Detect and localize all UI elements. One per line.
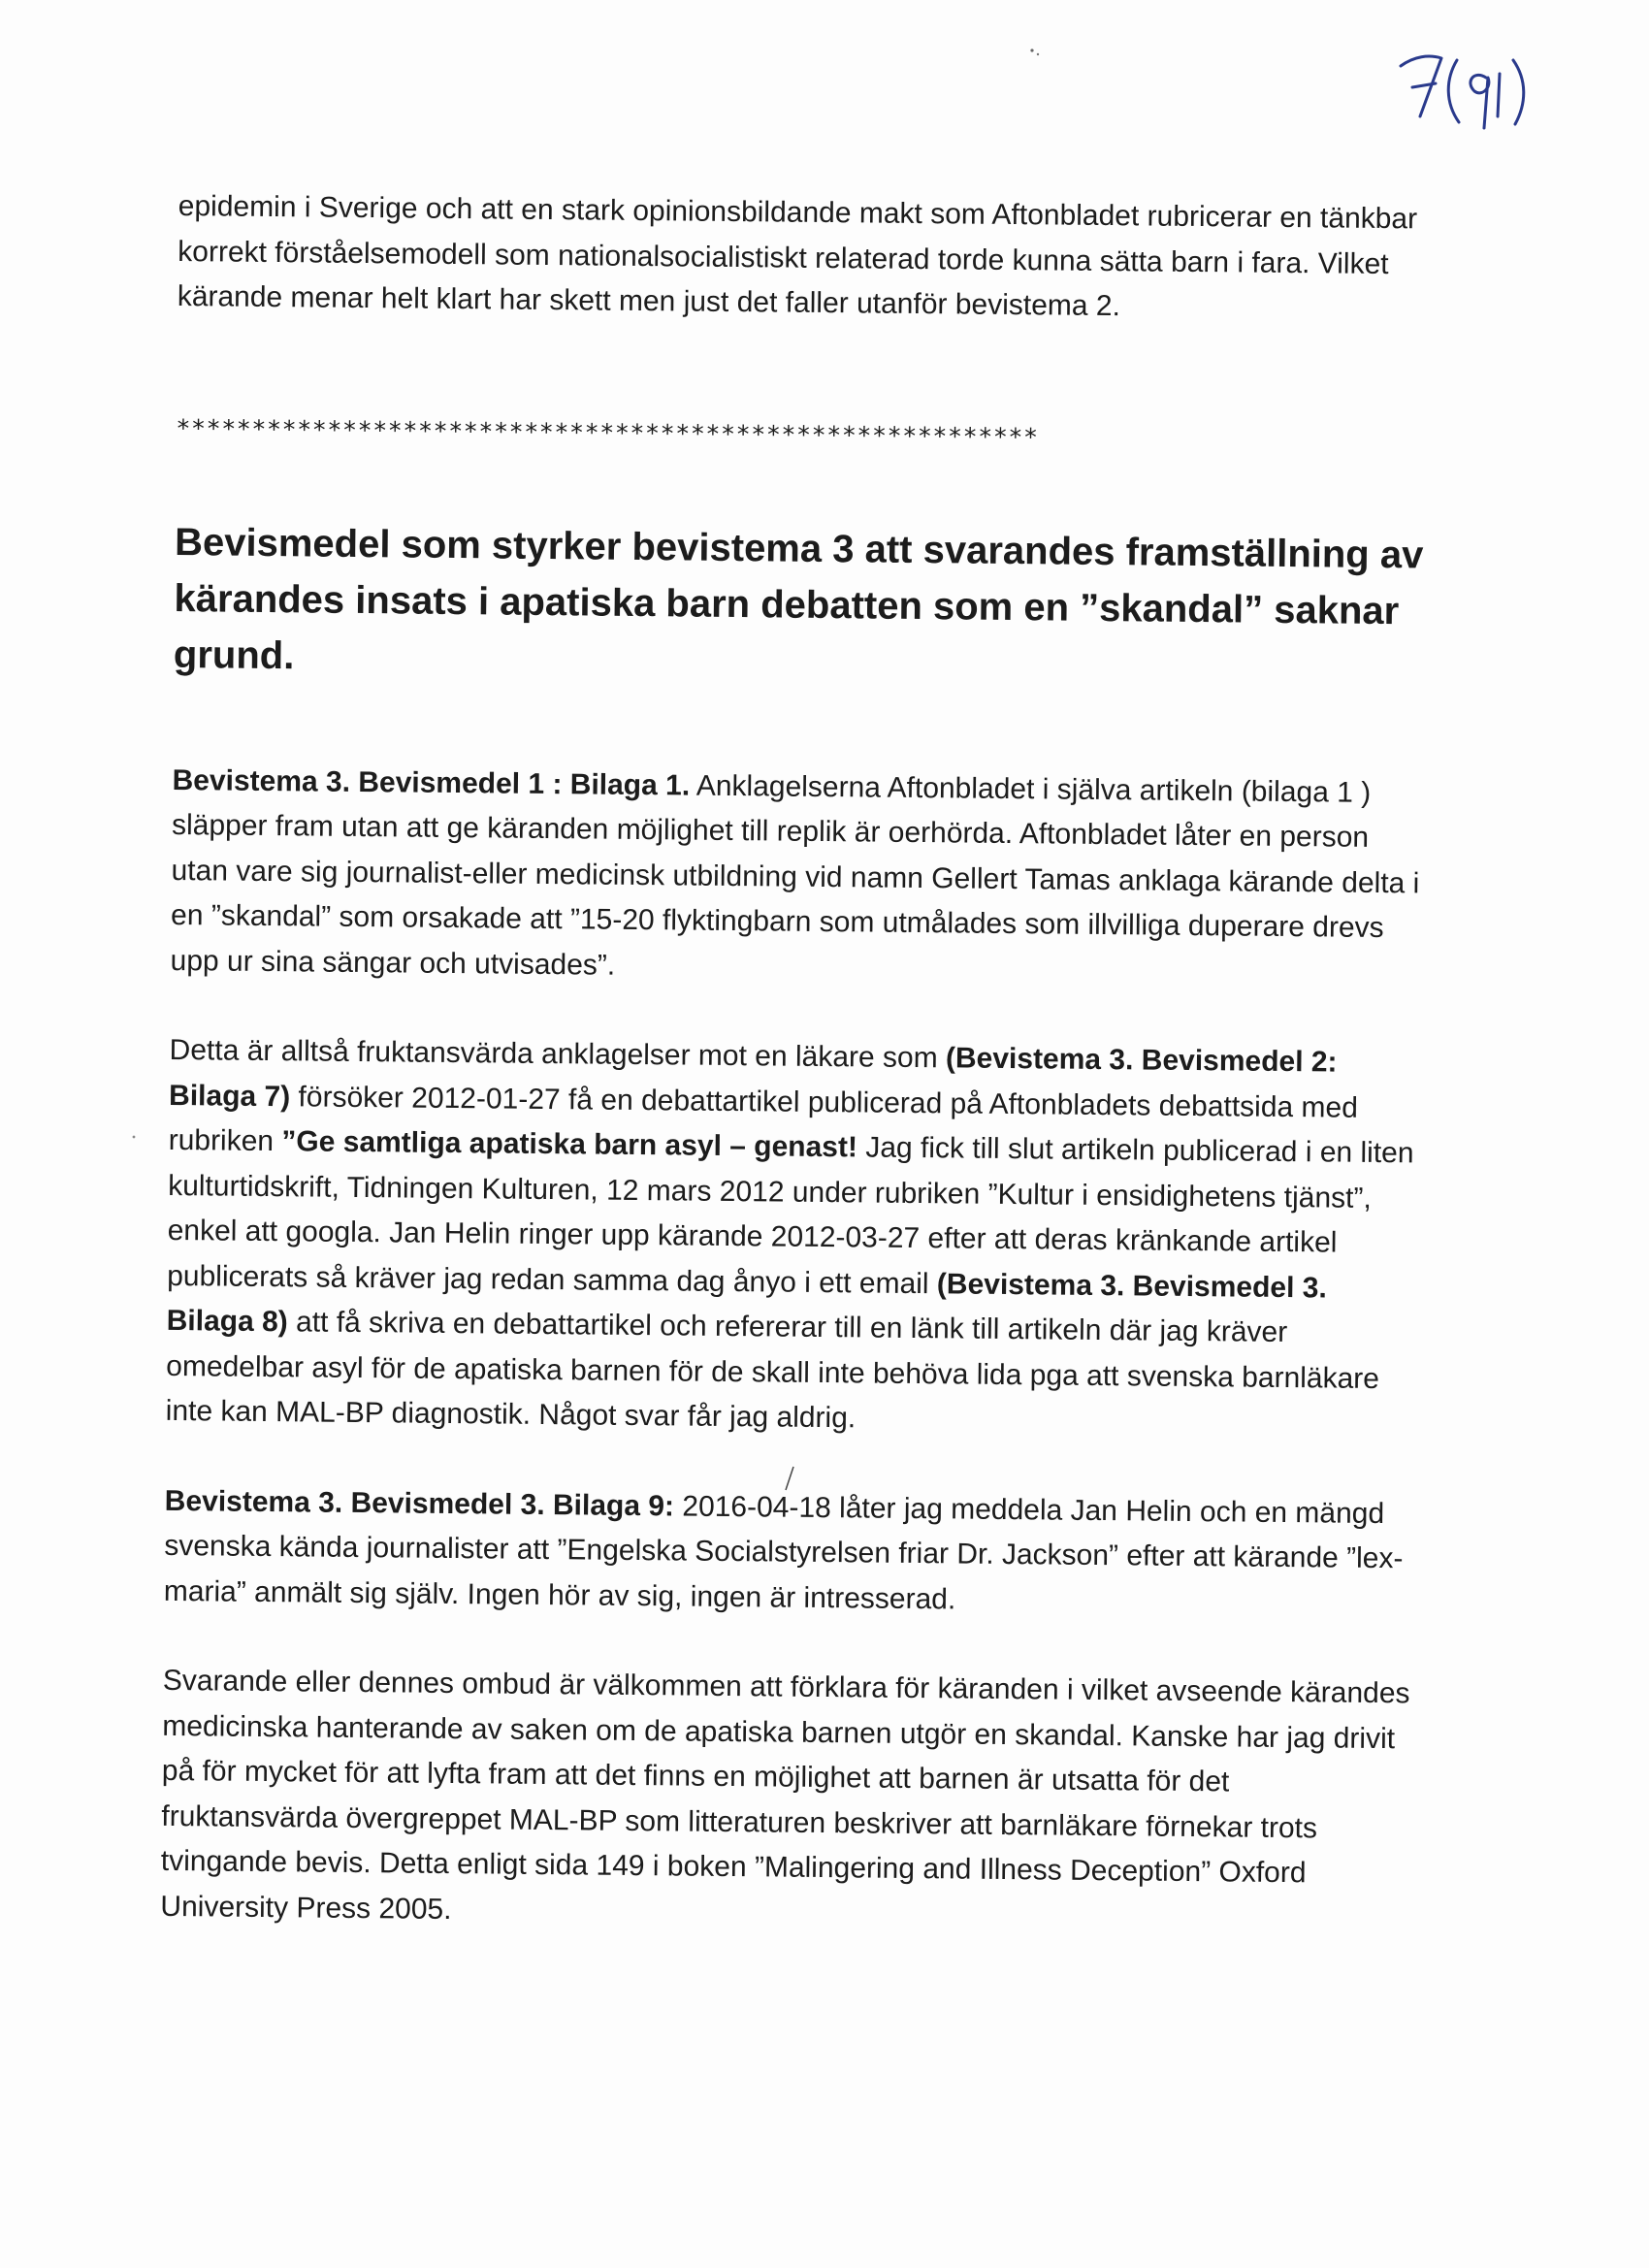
evidence-reference: Bevistema 3. Bevismedel 3. Bilaga 9:	[164, 1484, 675, 1522]
paragraph-bevismedel-1	[170, 758, 1423, 996]
document-body	[160, 184, 1430, 1987]
evidence-reference: (Bevistema 3. Bevismedel 2: Bilaga 7)	[168, 1042, 1338, 1113]
intro-paragraph: epidemin i Sverige och att en stark opinionsbildande makt som Aftonbladet rubricerar en tänkbar korrekt förståelsemodell som nationalsocialistiskt relaterad torde kunna sätta barn i fara. Vilket kärande menar helt klart har skett men just det faller utanför bevistema 2.	[177, 189, 1418, 323]
evidence-reference: (Bevistema 3. Bevismedel 3. Bilaga 8)	[166, 1267, 1327, 1339]
paragraph-bevismedel-3	[164, 1478, 1416, 1627]
evidence-reference: Bevistema 3. Bevismedel 1 : Bilaga 1.	[172, 763, 691, 802]
paragraph-text: Jag fick till slut artikeln publicerad i en liten kulturtidskrift, Tidningen Kulturen, 12 mars 2012 under rubriken ”Kultur i ensidighetens tjänst”, enkel att googla. Jan Helin ringer upp kärande 2012-03-27 efter att deras kränkande artikel publicerats så kräver jag redan samma dag ånyo i ett email	[167, 1131, 1414, 1300]
closing-paragraph: Svarande eller dennes ombud är välkommen att förklara för käranden i vilket avseende kärandes medicinska hanterande av saken om de apatiska barnen utgör en skandal. Kanske har jag drivit på för mycket för att lyfta fram att det finns en möjlighet att barnen är utsatta för det fruktansvärda övergreppet MAL-BP som litteraturen beskriver att barnläkare förnekar trots tvingande bevis. Detta enligt sida 149 i boken ”Malingering and Illness Deception” Oxford University Press 2005.	[160, 1664, 1410, 1926]
paragraph-text: att få skriva en debattartikel och refererar till en länk till artikeln där jag kräver omedelbar asyl för de apatiska barnen för de skall inte behöva lida pga att svenska barnläkare inte kan MAL-BP diagnostik. Något svar får jag aldrig.	[165, 1306, 1380, 1435]
paragraph-text: 2016-04-18 låter jag meddela Jan Helin och en mängd svenska kända journalister att ”Engelska Socialstyrelsen friar Dr. Jackson” efter att kärande ”lex-maria” anmält sig själv. Ingen hör av sig, ingen är intresserad.	[163, 1489, 1404, 1615]
paragraph-text: Detta är alltså fruktansvärda anklagelser mot en läkare som	[169, 1033, 947, 1075]
paragraph-bevismedel-2	[166, 1028, 1421, 1447]
article-headline: ”Ge samtliga apatiska barn asyl – genast!	[281, 1125, 858, 1164]
paragraph-text: Anklagelserna Aftonbladet i själva artikeln (bilaga 1 ) släpper fram utan att ge käranden möjlighet till replik är oerhörda. Aftonbladet låter en person utan vare sig journalist-eller medicinsk utbildning vid namn Gellert Tamas anklaga kärande delta i en ”skandal” som orsakade att ”15-20 flyktingbarn som utmålades som illvilliga duperare drevs upp ur sina sängar och utvisades”.	[170, 769, 1420, 982]
asterisk-separator: *********************************************************	[176, 413, 1039, 451]
section-heading: Bevismedel som styrker bevistema 3 att svarandes framställning av kärandes insats i apatiska barn debatten som en ”skandal” saknar grund.	[173, 520, 1424, 677]
handwritten-page-number	[1385, 27, 1540, 144]
paragraph-text: försöker 2012-01-27 få en debattartikel publicerad på Aftonbladets debattsida med rubriken	[168, 1080, 1359, 1158]
